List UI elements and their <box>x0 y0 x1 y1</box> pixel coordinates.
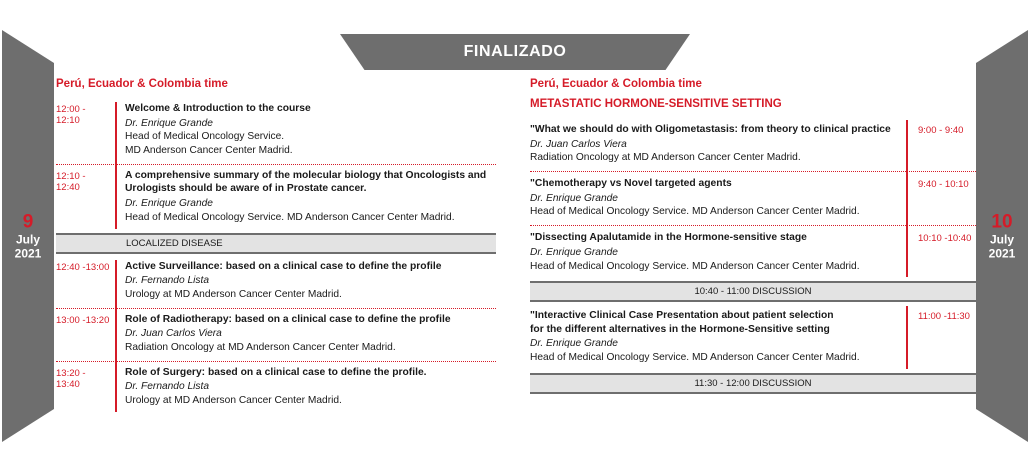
list-item <box>530 304 976 371</box>
event-affiliation: Urology at MD Anderson Cancer Center Madrid. <box>125 288 342 300</box>
list-item <box>530 172 976 226</box>
event-affiliation-2: MD Anderson Cancer Center Madrid. <box>125 145 293 157</box>
event-time: 12:00 - 12:10 <box>56 104 86 126</box>
event-title: "Dissecting Apalutamide in the Hormone-sensitive stage <box>530 232 807 244</box>
discussion-bar-1: 10:40 - 11:00 DISCUSSION <box>530 281 976 302</box>
event-title: A comprehensive summary of the molecular biology that Oncologists and Urologists should be aware of in Prostate cancer. <box>125 169 487 195</box>
event-title: Role of Radiotherapy: based on a clinical case to define the profile <box>125 313 451 325</box>
timezone-header-right: Perú, Ecuador & Colombia time <box>530 78 702 90</box>
list-item <box>56 256 496 309</box>
list-item <box>56 165 496 231</box>
event-body <box>530 231 908 273</box>
date-tab-right-label <box>976 211 1028 260</box>
event-time: 13:00 -13:20 <box>56 314 110 326</box>
event-title-line2: for the different alternatives in the Hormone-Sensitive setting <box>530 323 830 335</box>
section-title-metastatic: METASTATIC HORMONE-SENSITIVE SETTING <box>530 98 782 110</box>
event-title: "What we should do with Oligometastasis: from theory to clinical practice <box>530 124 891 135</box>
event-speaker: Dr. Fernando Lista <box>125 275 209 287</box>
timeline-right-part2 <box>530 304 976 371</box>
event-speaker: Dr. Enrique Grande <box>125 198 213 210</box>
list-item <box>530 226 976 279</box>
event-body <box>115 102 496 158</box>
event-speaker: Dr. Fernando Lista <box>125 381 209 393</box>
date-tab-left-month: July <box>15 232 40 247</box>
event-title: Active Surveillance: based on a clinical case to define the profile <box>125 260 442 272</box>
event-speaker: Dr. Juan Carlos Viera <box>125 328 222 340</box>
event-title: "Interactive Clinical Case Presentation about patient selection <box>530 310 834 322</box>
event-time: 10:10 -10:40 <box>918 233 972 245</box>
event-body <box>115 313 496 355</box>
event-speaker: Dr. Enrique Grande <box>530 338 618 350</box>
event-time: 12:10 - 12:40 <box>56 170 86 193</box>
status-badge: FINALIZADO <box>463 43 567 60</box>
event-speaker: Dr. Enrique Grande <box>530 192 618 204</box>
date-tab-left-day: 9 <box>22 211 34 233</box>
timeline-left-part2 <box>56 256 496 414</box>
event-affiliation: Radiation Oncology at MD Anderson Cancer Center Madrid. <box>125 342 396 354</box>
date-tab-left <box>2 30 54 442</box>
event-affiliation: Head of Medical Oncology Service. <box>125 131 285 143</box>
date-tab-right-day: 10 <box>991 211 1013 233</box>
event-affiliation: Head of Medical Oncology Service. MD Anderson Cancer Center Madrid. <box>125 211 455 223</box>
event-title: Welcome & Introduction to the course <box>125 103 311 114</box>
event-speaker: Dr. Enrique Grande <box>125 117 213 129</box>
event-body <box>115 169 496 225</box>
event-affiliation: Head of Medical Oncology Service. MD Anderson Cancer Center Madrid. <box>530 260 860 272</box>
event-title: "Chemotherapy vs Novel targeted agents <box>530 178 732 190</box>
timeline-left-part1 <box>56 98 496 231</box>
date-tab-right-year: 2021 <box>988 245 1016 260</box>
date-tab-right-month: July <box>989 232 1014 247</box>
date-tab-left-year: 2021 <box>14 245 42 260</box>
timeline-right-part1 <box>530 118 976 279</box>
event-affiliation: Radiation Oncology at MD Anderson Cancer Center Madrid. <box>530 152 801 164</box>
event-body <box>530 123 908 165</box>
event-affiliation: Urology at MD Anderson Cancer Center Madrid. <box>125 395 342 407</box>
list-item <box>56 98 496 165</box>
date-tab-right <box>976 30 1028 442</box>
event-body <box>530 309 908 365</box>
date-tab-left-label <box>2 211 54 260</box>
status-banner <box>340 34 690 70</box>
event-speaker: Dr. Juan Carlos Viera <box>530 138 627 150</box>
timezone-header-left: Perú, Ecuador & Colombia time <box>56 78 228 90</box>
section-bar-localized-disease: LOCALIZED DISEASE <box>56 233 496 254</box>
event-time: 9:40 - 10:10 <box>918 179 969 191</box>
event-affiliation: Head of Medical Oncology Service. MD Anderson Cancer Center Madrid. <box>530 206 860 218</box>
event-time: 11:00 -11:30 <box>918 311 970 323</box>
discussion-bar-2: 11:30 - 12:00 DISCUSSION <box>530 373 976 394</box>
list-item <box>56 362 496 414</box>
event-time: 9:00 - 9:40 <box>918 125 964 136</box>
event-title: Role of Surgery: based on a clinical case to define the profile. <box>125 366 427 378</box>
event-affiliation: Head of Medical Oncology Service. MD Anderson Cancer Center Madrid. <box>530 352 860 364</box>
agenda-day-2 <box>530 78 976 396</box>
agenda-day-1 <box>56 78 496 414</box>
event-body <box>530 177 908 219</box>
event-body <box>115 366 496 408</box>
event-speaker: Dr. Enrique Grande <box>530 246 618 258</box>
event-time: 13:20 - 13:40 <box>56 367 86 390</box>
event-body <box>115 260 496 302</box>
list-item <box>530 118 976 172</box>
list-item <box>56 309 496 362</box>
event-time: 12:40 -13:00 <box>56 261 110 273</box>
